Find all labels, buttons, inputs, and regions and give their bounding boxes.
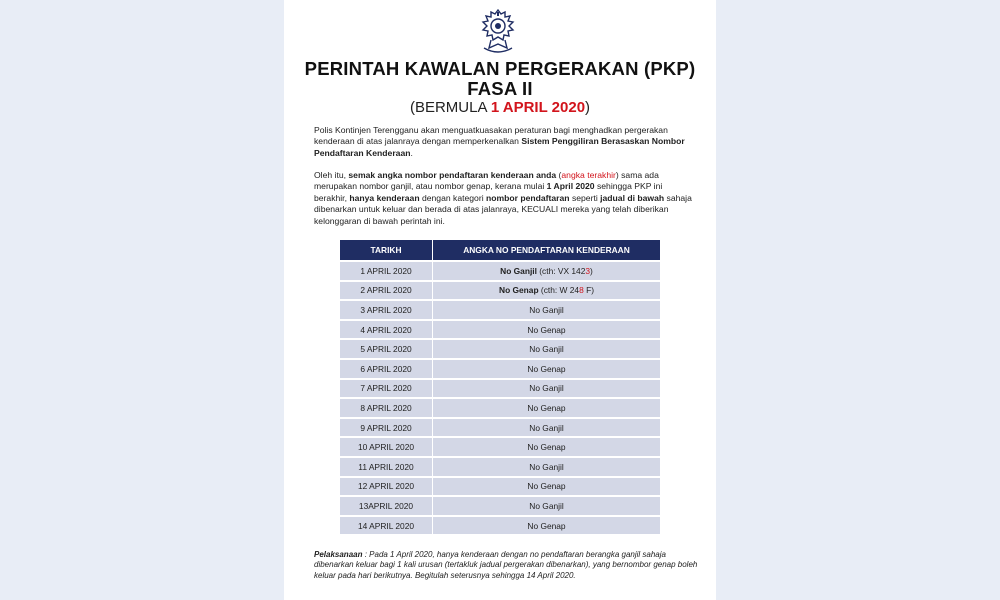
start-date-subtitle <box>284 99 716 116</box>
row-example-digit: 8 <box>579 285 584 296</box>
row-date: 8 APRIL 2020 <box>340 399 433 417</box>
instr-f: 1 April 2020 <box>546 181 595 192</box>
schedule-table <box>340 238 660 536</box>
row-value: No Genap <box>433 399 660 417</box>
instr-c: ( <box>556 170 562 180</box>
instr-m: sahaja dibenarkan untuk keluar dan berada di atas jalanraya, KECUALI mereka yang telah diberikan kelonggaran di bawah perintah ini. <box>314 192 692 226</box>
row-value: No Ganjil <box>433 301 660 319</box>
table-row <box>340 458 660 476</box>
instr-k: seperti <box>569 192 601 203</box>
table-row <box>340 399 660 417</box>
row-value-bold: No Genap <box>499 285 539 296</box>
row-date: 3 APRIL 2020 <box>340 301 433 319</box>
row-date: 2 APRIL 2020 <box>340 282 433 300</box>
table-row <box>340 438 660 456</box>
instruction-paragraph <box>314 170 694 227</box>
row-value: No Genap <box>433 478 660 496</box>
table-row <box>340 517 660 535</box>
subtitle-suffix: ) <box>585 99 591 116</box>
police-crest-icon <box>478 8 518 56</box>
row-value <box>433 282 660 300</box>
table-header-row <box>340 240 660 260</box>
row-example: (cth: VX 142 <box>536 265 586 276</box>
table-row <box>340 301 660 319</box>
table-row <box>340 282 660 300</box>
row-example: (cth: W 24 <box>538 285 580 296</box>
instr-j: nombor pendaftaran <box>486 192 570 203</box>
notice-page <box>284 0 716 600</box>
table-row <box>340 321 660 339</box>
row-date: 1 APRIL 2020 <box>340 262 433 280</box>
instr-l: jadual di bawah <box>600 192 665 203</box>
row-value: No Ganjil <box>433 458 660 476</box>
row-value <box>433 262 660 280</box>
row-date: 14 APRIL 2020 <box>340 517 433 535</box>
row-date: 13APRIL 2020 <box>340 497 433 515</box>
page-title: PERINTAH KAWALAN PERGERAKAN (PKP) <box>304 58 696 79</box>
row-value: No Genap <box>433 517 660 535</box>
row-date: 7 APRIL 2020 <box>340 380 433 398</box>
row-value-bold: No Ganjil <box>500 265 537 276</box>
instr-g: sehingga PKP ini berakhir, <box>314 181 663 203</box>
implementation-note <box>314 550 698 581</box>
row-value: No Genap <box>433 438 660 456</box>
row-date: 5 APRIL 2020 <box>340 340 433 358</box>
row-value: No Genap <box>433 360 660 378</box>
row-example-digit: 3 <box>585 265 591 276</box>
instr-a: Oleh itu, <box>314 170 349 180</box>
table-row <box>340 360 660 378</box>
row-date: 11 APRIL 2020 <box>340 458 433 476</box>
row-value: No Ganjil <box>433 340 660 358</box>
instr-i: dengan kategori <box>419 192 486 203</box>
instr-b: semak angka nombor pendaftaran kenderaan anda <box>348 170 557 180</box>
instr-h: hanya kenderaan <box>349 192 420 203</box>
table-row <box>340 340 660 358</box>
table-row <box>340 380 660 398</box>
intro-system-name: Sistem Penggiliran Berasaskan Nombor Pendaftaran Kenderaan <box>314 136 685 158</box>
row-value: No Ganjil <box>433 419 660 437</box>
row-example-end: ) <box>590 265 593 276</box>
subtitle-date: 1 APRIL 2020 <box>490 99 586 116</box>
row-value: No Ganjil <box>433 497 660 515</box>
page-title-phase: FASA II <box>467 78 533 99</box>
row-value: No Ganjil <box>433 380 660 398</box>
table-row <box>340 497 660 515</box>
column-header-plate: ANGKA NO PENDAFTARAN KENDERAAN <box>433 240 660 260</box>
row-date: 9 APRIL 2020 <box>340 419 433 437</box>
row-date: 6 APRIL 2020 <box>340 360 433 378</box>
row-value: No Genap <box>433 321 660 339</box>
row-date: 12 APRIL 2020 <box>340 478 433 496</box>
intro-end: . <box>410 147 413 158</box>
note-label: Pelaksanaan <box>314 550 363 559</box>
row-example-end: F) <box>583 285 594 296</box>
subtitle-prefix: (BERMULA <box>409 99 491 116</box>
table-row <box>340 478 660 496</box>
intro-text: Polis Kontinjen Terengganu akan menguatkuasakan peraturan bagi menghadkan pergerakan kenderaan di atas jalanraya dengan memperkenalkan <box>314 125 668 147</box>
table-row <box>340 419 660 437</box>
instr-d: angka terakhir <box>561 170 616 180</box>
table-row <box>340 262 660 280</box>
column-header-date: TARIKH <box>340 240 433 260</box>
row-date: 10 APRIL 2020 <box>340 438 433 456</box>
intro-paragraph <box>314 125 694 159</box>
instr-e: ) sama ada merupakan nombor ganjil, atau nombor genap, kerana mulai <box>314 170 659 192</box>
note-text: : Pada 1 April 2020, hanya kenderaan dengan no pendaftaran berangka ganjil sahaja dibenarkan keluar bagi 1 kali urusan (tertakluk jadual pergerakan dibenarkan), yang bernombor genap boleh keluar pada hari berikutnya. Begitulah seterusnya sehingga 14 April 2020. <box>314 550 698 580</box>
row-date: 4 APRIL 2020 <box>340 321 433 339</box>
